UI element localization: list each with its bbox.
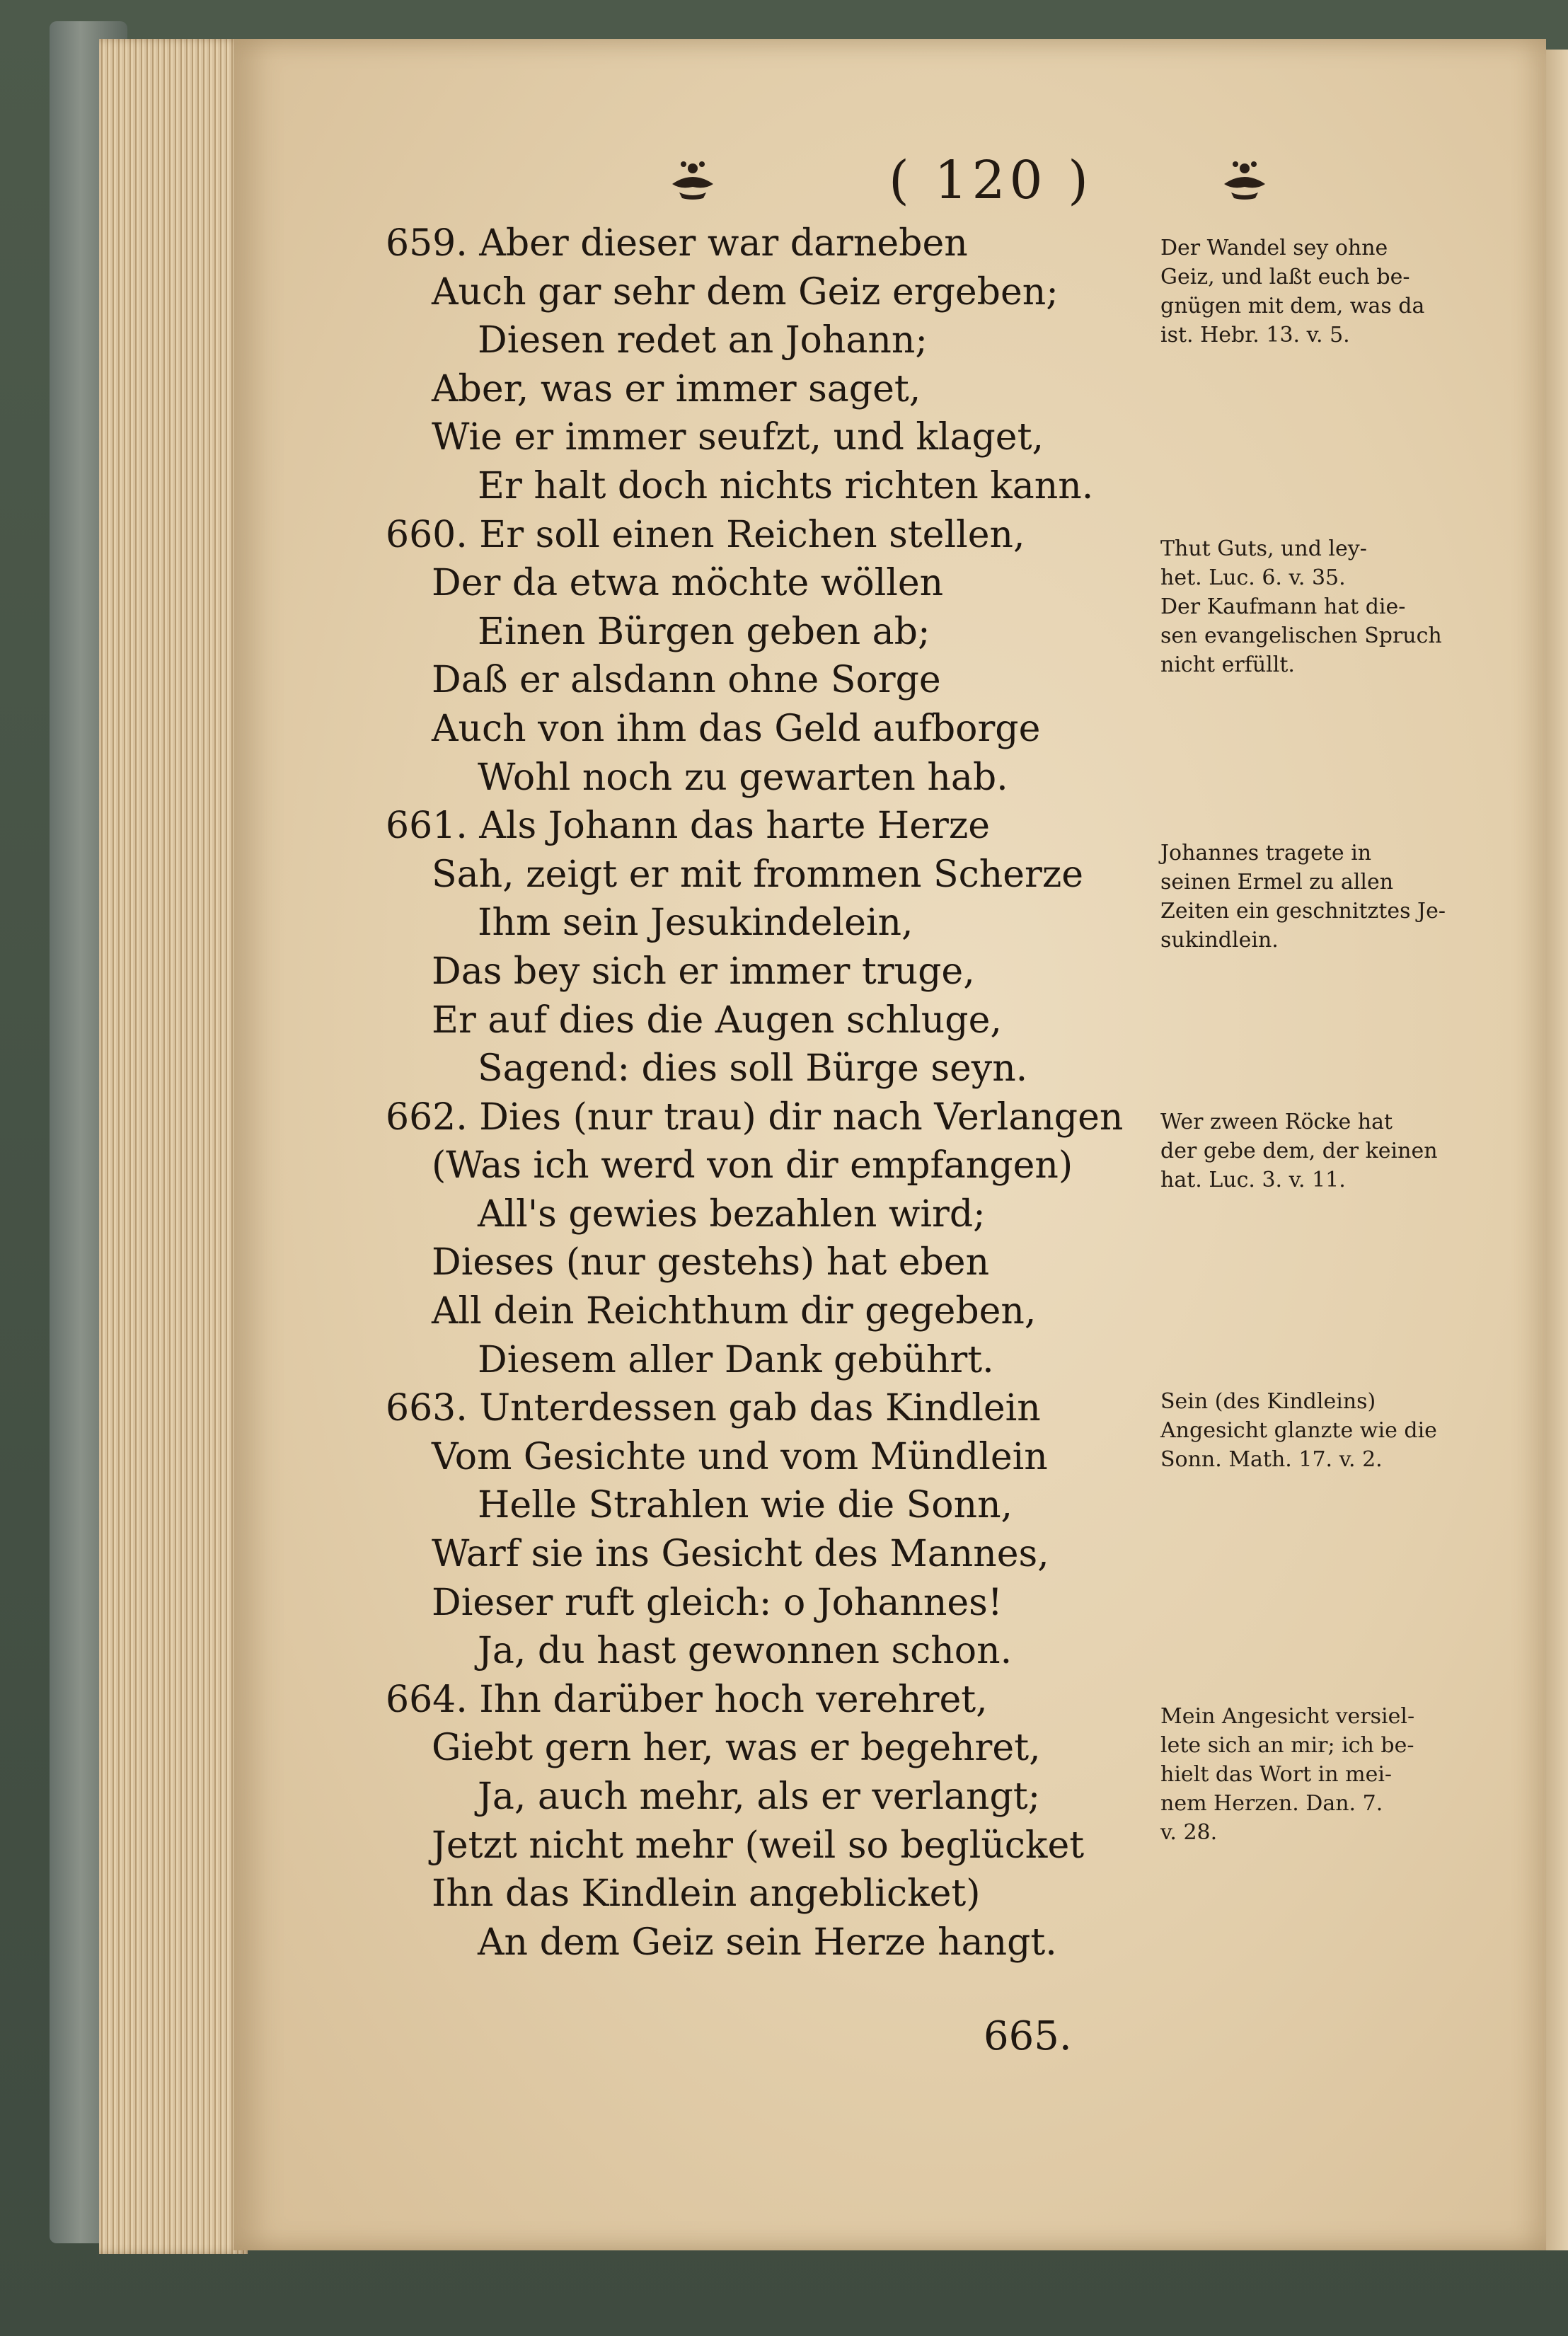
margin-note-line: hat. Luc. 3. v. 11.: [1160, 1168, 1346, 1192]
margin-note-line: Sein (des Kindleins): [1160, 1389, 1376, 1414]
verse-line: (Was ich werd von dir empfangen): [432, 1144, 1073, 1187]
verse-line: Ihm sein Jesukindelein,: [478, 902, 913, 945]
verse-line: Giebt gern her, was er begehret,: [432, 1727, 1041, 1770]
catchword: 665.: [984, 2013, 1072, 2059]
margin-note-line: sukindlein.: [1160, 928, 1279, 953]
margin-note-line: lete sich an mir; ich be-: [1160, 1733, 1414, 1758]
verse-line: Der da etwa möchte wöllen: [432, 562, 944, 605]
margin-note-line: seinen Ermel zu allen: [1160, 870, 1394, 894]
verse-line: Daß er alsdann ohne Sorge: [432, 659, 941, 702]
verse-line: Dieses (nur gestehs) hat eben: [432, 1241, 990, 1284]
verse-line: All's gewies bezahlen wird;: [478, 1192, 986, 1236]
margin-note-line: Thut Guts, und ley-: [1160, 536, 1367, 561]
margin-note-line: sen evangelischen Spruch: [1160, 623, 1442, 648]
margin-note-line: Wer zween Röcke hat: [1160, 1110, 1393, 1134]
margin-note-line: v. 28.: [1160, 1820, 1218, 1845]
margin-note-line: Johannes tragete in: [1160, 841, 1372, 865]
page-header: [234, 150, 1546, 219]
page-edges: [99, 39, 248, 2254]
verse-line: 660. Er soll einen Reichen stellen,: [386, 513, 1025, 556]
book-page: [234, 39, 1546, 2250]
margin-note: [1160, 1107, 1543, 1195]
verse-line: Auch gar sehr dem Geiz ergeben;: [432, 270, 1059, 313]
verse-line: Wie er immer seufzt, und klaget,: [432, 416, 1044, 459]
margin-note-line: Geiz, und laßt euch be-: [1160, 265, 1410, 289]
verse-line: Jetzt nicht mehr (weil so beglücket: [432, 1824, 1085, 1867]
verse-line: Das bey sich er immer truge,: [432, 950, 975, 993]
margin-note-line: Zeiten ein geschnitztes Je-: [1160, 899, 1446, 924]
verse-line: Er halt doch nichts richten kann.: [478, 464, 1094, 507]
margin-note-line: Sonn. Math. 17. v. 2.: [1160, 1447, 1383, 1472]
fleuron-ornament-icon: [665, 156, 720, 205]
verse-line: Helle Strahlen wie die Sonn,: [478, 1484, 1013, 1527]
margin-note-line: Angesicht glanzte wie die: [1160, 1418, 1437, 1443]
margin-note-line: Der Kaufmann hat die-: [1160, 594, 1406, 619]
verse-line: Diesen redet an Johann;: [478, 319, 928, 362]
verse-line: 661. Als Johann das harte Herze: [386, 805, 991, 848]
verse-line: Er auf dies die Augen schluge,: [432, 999, 1002, 1042]
verse-line: Sagend: dies soll Bürge seyn.: [478, 1047, 1028, 1091]
margin-note-line: der gebe dem, der keinen: [1160, 1139, 1438, 1163]
verse-line: 663. Unterdessen gab das Kindlein: [386, 1387, 1041, 1430]
verse-line: An dem Geiz sein Herze hangt.: [478, 1921, 1057, 1964]
verse-line: Diesem aller Dank gebührt.: [478, 1338, 994, 1381]
margin-note-line: het. Luc. 6. v. 35.: [1160, 565, 1346, 590]
margin-note: [1160, 234, 1543, 350]
margin-note-line: hielt das Wort in mei-: [1160, 1762, 1393, 1787]
margin-note-line: gnügen mit dem, was da: [1160, 294, 1425, 318]
fleuron-ornament-icon: [1217, 156, 1272, 205]
margin-note: [1160, 1387, 1543, 1474]
verse-line: Ja, du hast gewonnen schon.: [478, 1630, 1013, 1673]
verse-line: 664. Ihn darüber hoch verehret,: [386, 1678, 988, 1721]
margin-note-line: Mein Angesicht versiel-: [1160, 1704, 1415, 1729]
margin-note: [1160, 839, 1543, 955]
verse-line: Einen Bürgen geben ab;: [478, 610, 930, 653]
verse-line: Dieser ruft gleich: o Johannes!: [432, 1581, 1003, 1624]
verse-line: Vom Gesichte und vom Mündlein: [432, 1435, 1048, 1478]
margin-note-line: ist. Hebr. 13. v. 5.: [1160, 323, 1350, 347]
margin-note-line: nem Herzen. Dan. 7.: [1160, 1791, 1383, 1816]
margin-note-line: nicht erfüllt.: [1160, 652, 1295, 677]
page-number: ( 120 ): [888, 150, 1093, 211]
verse-line: Ja, auch mehr, als er verlangt;: [478, 1776, 1041, 1818]
verse-line: All dein Reichthum dir gegeben,: [432, 1290, 1037, 1333]
verse-line: Warf sie ins Gesicht des Mannes,: [432, 1533, 1049, 1576]
verse-line: Ihn das Kindlein angeblicket): [432, 1872, 981, 1916]
verse-line: Aber, was er immer saget,: [432, 367, 921, 410]
verse-line: 659. Aber dieser war darneben: [386, 222, 968, 265]
verse-line: 662. Dies (nur trau) dir nach Verlangen: [386, 1095, 1124, 1139]
margin-note: [1160, 534, 1543, 679]
verse-line: Auch von ihm das Geld aufborge: [432, 707, 1041, 750]
verse-line: Sah, zeigt er mit frommen Scherze: [432, 853, 1084, 896]
margin-note: [1160, 1702, 1543, 1847]
verse-line: Wohl noch zu gewarten hab.: [478, 756, 1008, 799]
margin-note-line: Der Wandel sey ohne: [1160, 236, 1388, 260]
